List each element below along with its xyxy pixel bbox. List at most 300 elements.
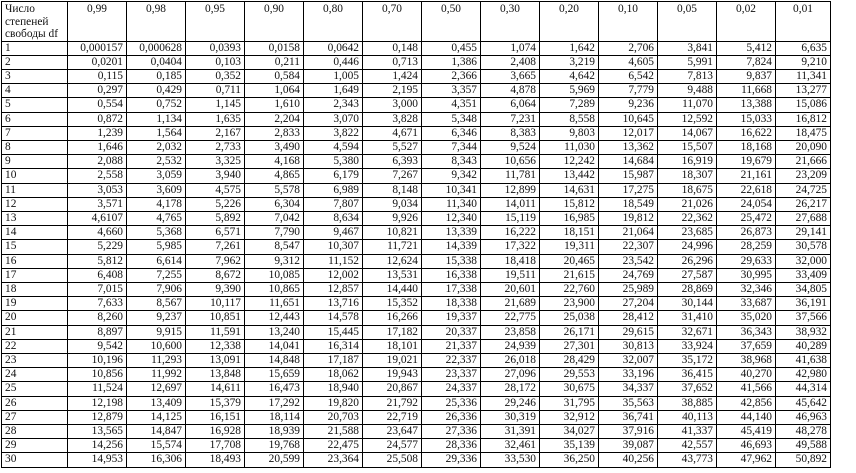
value-cell: 1,646: [68, 140, 127, 154]
value-cell: 0,872: [68, 112, 127, 126]
value-cell: 37,916: [599, 424, 658, 438]
value-cell: 2,343: [304, 98, 363, 112]
value-cell: 37,652: [658, 382, 717, 396]
value-cell: 41,337: [658, 424, 717, 438]
value-cell: 3,822: [304, 126, 363, 140]
value-cell: 11,524: [68, 382, 127, 396]
value-cell: 29,633: [717, 254, 776, 268]
value-cell: 15,338: [422, 254, 481, 268]
value-cell: 12,857: [304, 282, 363, 296]
value-cell: 12,017: [599, 126, 658, 140]
value-cell: 23,337: [422, 368, 481, 382]
value-cell: 4,178: [127, 197, 186, 211]
df-cell: 29: [2, 439, 68, 453]
value-cell: 14,440: [363, 282, 422, 296]
value-cell: 42,980: [776, 368, 831, 382]
value-cell: 6,179: [304, 169, 363, 183]
table-row: [2, 41, 831, 55]
value-cell: 0,0642: [304, 41, 363, 55]
value-cell: 34,805: [776, 282, 831, 296]
value-cell: 13,388: [717, 98, 776, 112]
df-cell: 27: [2, 410, 68, 424]
value-cell: 16,306: [127, 453, 186, 467]
value-cell: 25,508: [363, 453, 422, 467]
value-cell: 30,813: [599, 339, 658, 353]
df-cell: 26: [2, 396, 68, 410]
df-cell: 15: [2, 240, 68, 254]
value-cell: 6,635: [776, 41, 831, 55]
value-cell: 1,064: [245, 84, 304, 98]
value-cell: 34,027: [540, 424, 599, 438]
value-cell: 31,410: [658, 311, 717, 325]
value-cell: 22,337: [422, 353, 481, 367]
df-cell: 8: [2, 140, 68, 154]
value-cell: 17,275: [599, 183, 658, 197]
table-row: [2, 325, 831, 339]
value-cell: 25,038: [540, 311, 599, 325]
value-cell: 1,239: [68, 126, 127, 140]
value-cell: 14,684: [599, 155, 658, 169]
df-cell: 11: [2, 183, 68, 197]
value-cell: 16,985: [540, 211, 599, 225]
value-cell: 9,210: [776, 55, 831, 69]
value-cell: 49,588: [776, 439, 831, 453]
value-cell: 4,168: [245, 155, 304, 169]
value-cell: 21,161: [717, 169, 776, 183]
value-cell: 0,297: [68, 84, 127, 98]
value-cell: 7,633: [68, 297, 127, 311]
df-cell: 21: [2, 325, 68, 339]
value-cell: 25,472: [717, 211, 776, 225]
value-cell: 21,792: [363, 396, 422, 410]
value-cell: 5,380: [304, 155, 363, 169]
value-cell: 1,005: [304, 69, 363, 83]
value-cell: 40,113: [658, 410, 717, 424]
value-cell: 32,461: [481, 439, 540, 453]
alpha-column-header: 0,02: [717, 2, 776, 42]
df-cell: 19: [2, 297, 68, 311]
value-cell: 15,574: [127, 439, 186, 453]
value-cell: 26,873: [717, 226, 776, 240]
df-cell: 5: [2, 98, 68, 112]
value-cell: 10,117: [186, 297, 245, 311]
value-cell: 9,312: [245, 254, 304, 268]
value-cell: 8,148: [363, 183, 422, 197]
value-cell: 0,455: [422, 41, 481, 55]
value-cell: 7,779: [599, 84, 658, 98]
value-cell: 12,697: [127, 382, 186, 396]
value-cell: 26,217: [776, 197, 831, 211]
value-cell: 13,848: [186, 368, 245, 382]
alpha-column-header: 0,20: [540, 2, 599, 42]
value-cell: 26,171: [540, 325, 599, 339]
value-cell: 5,348: [422, 112, 481, 126]
value-cell: 0,446: [304, 55, 363, 69]
table-row: [2, 240, 831, 254]
value-cell: 7,962: [186, 254, 245, 268]
value-cell: 4,660: [68, 226, 127, 240]
value-cell: 32,000: [776, 254, 831, 268]
value-cell: 38,968: [717, 353, 776, 367]
alpha-column-header: 0,99: [68, 2, 127, 42]
value-cell: 32,007: [599, 353, 658, 367]
value-cell: 22,618: [717, 183, 776, 197]
table-body: [2, 41, 831, 467]
value-cell: 10,856: [68, 368, 127, 382]
value-cell: 22,775: [481, 311, 540, 325]
value-cell: 20,867: [363, 382, 422, 396]
value-cell: 15,987: [599, 169, 658, 183]
value-cell: 13,565: [68, 424, 127, 438]
value-cell: 18,338: [422, 297, 481, 311]
value-cell: 33,530: [481, 453, 540, 467]
value-cell: 20,703: [304, 410, 363, 424]
value-cell: 2,032: [127, 140, 186, 154]
value-cell: 36,250: [540, 453, 599, 467]
value-cell: 12,624: [363, 254, 422, 268]
value-cell: 21,337: [422, 339, 481, 353]
value-cell: 27,336: [422, 424, 481, 438]
value-cell: 16,222: [481, 226, 540, 240]
value-cell: 39,087: [599, 439, 658, 453]
value-cell: 9,803: [540, 126, 599, 140]
value-cell: 0,0158: [245, 41, 304, 55]
value-cell: 5,412: [717, 41, 776, 55]
value-cell: 14,578: [304, 311, 363, 325]
table-row: [2, 268, 831, 282]
value-cell: 33,924: [658, 339, 717, 353]
value-cell: 41,566: [717, 382, 776, 396]
alpha-column-header: 0,05: [658, 2, 717, 42]
value-cell: 13,277: [776, 84, 831, 98]
value-cell: 4,642: [540, 69, 599, 83]
table-row: [2, 382, 831, 396]
value-cell: 36,343: [717, 325, 776, 339]
table-row: [2, 297, 831, 311]
table-row: [2, 424, 831, 438]
value-cell: 6,408: [68, 268, 127, 282]
value-cell: 9,926: [363, 211, 422, 225]
value-cell: 6,614: [127, 254, 186, 268]
value-cell: 3,325: [186, 155, 245, 169]
value-cell: 33,409: [776, 268, 831, 282]
value-cell: 44,314: [776, 382, 831, 396]
value-cell: 14,256: [68, 439, 127, 453]
value-cell: 9,390: [186, 282, 245, 296]
value-cell: 7,289: [540, 98, 599, 112]
value-cell: 0,0404: [127, 55, 186, 69]
value-cell: 6,989: [304, 183, 363, 197]
value-cell: 30,144: [658, 297, 717, 311]
value-cell: 13,716: [304, 297, 363, 311]
value-cell: 24,337: [422, 382, 481, 396]
value-cell: 35,020: [717, 311, 776, 325]
value-cell: 44,140: [717, 410, 776, 424]
value-cell: 21,588: [304, 424, 363, 438]
value-cell: 42,856: [717, 396, 776, 410]
value-cell: 36,415: [658, 368, 717, 382]
table-row: [2, 282, 831, 296]
table-row: [2, 183, 831, 197]
value-cell: 27,688: [776, 211, 831, 225]
value-cell: 32,671: [658, 325, 717, 339]
value-cell: 27,204: [599, 297, 658, 311]
value-cell: 47,962: [717, 453, 776, 467]
df-cell: 10: [2, 169, 68, 183]
value-cell: 2,366: [422, 69, 481, 83]
value-cell: 35,172: [658, 353, 717, 367]
value-cell: 29,553: [540, 368, 599, 382]
value-cell: 19,021: [363, 353, 422, 367]
value-cell: 27,096: [481, 368, 540, 382]
table-row: [2, 226, 831, 240]
value-cell: 11,070: [658, 98, 717, 112]
value-cell: 30,578: [776, 240, 831, 254]
df-cell: 20: [2, 311, 68, 325]
value-cell: 2,204: [245, 112, 304, 126]
value-cell: 0,584: [245, 69, 304, 83]
value-cell: 1,074: [481, 41, 540, 55]
table-row: [2, 311, 831, 325]
value-cell: 13,339: [422, 226, 481, 240]
value-cell: 11,030: [540, 140, 599, 154]
value-cell: 22,760: [540, 282, 599, 296]
value-cell: 5,812: [68, 254, 127, 268]
alpha-column-header: 0,98: [127, 2, 186, 42]
value-cell: 15,352: [363, 297, 422, 311]
value-cell: 4,671: [363, 126, 422, 140]
value-cell: 10,600: [127, 339, 186, 353]
value-cell: 37,566: [776, 311, 831, 325]
value-cell: 8,547: [245, 240, 304, 254]
df-cell: 17: [2, 268, 68, 282]
value-cell: 0,752: [127, 98, 186, 112]
value-cell: 14,011: [481, 197, 540, 211]
value-cell: 23,209: [776, 169, 831, 183]
value-cell: 14,953: [68, 453, 127, 467]
value-cell: 20,465: [540, 254, 599, 268]
value-cell: 0,185: [127, 69, 186, 83]
value-cell: 38,932: [776, 325, 831, 339]
value-cell: 18,101: [363, 339, 422, 353]
table-row: [2, 453, 831, 467]
value-cell: 34,337: [599, 382, 658, 396]
df-cell: 7: [2, 126, 68, 140]
value-cell: 15,659: [245, 368, 304, 382]
df-cell: 24: [2, 368, 68, 382]
df-cell: 6: [2, 112, 68, 126]
value-cell: 7,824: [717, 55, 776, 69]
value-cell: 18,475: [776, 126, 831, 140]
value-cell: 16,812: [776, 112, 831, 126]
value-cell: 0,352: [186, 69, 245, 83]
value-cell: 2,408: [481, 55, 540, 69]
value-cell: 17,338: [422, 282, 481, 296]
value-cell: 7,790: [245, 226, 304, 240]
alpha-column-header: 0,50: [422, 2, 481, 42]
value-cell: 3,828: [363, 112, 422, 126]
value-cell: 5,368: [127, 226, 186, 240]
value-cell: 33,687: [717, 297, 776, 311]
value-cell: 11,293: [127, 353, 186, 367]
value-cell: 0,711: [186, 84, 245, 98]
value-cell: 19,943: [363, 368, 422, 382]
table-row: [2, 353, 831, 367]
value-cell: 18,307: [658, 169, 717, 183]
value-cell: 12,002: [304, 268, 363, 282]
value-cell: 50,892: [776, 453, 831, 467]
value-cell: 12,338: [186, 339, 245, 353]
value-cell: 6,393: [363, 155, 422, 169]
value-cell: 16,266: [363, 311, 422, 325]
value-cell: 8,672: [186, 268, 245, 282]
table-row: [2, 140, 831, 154]
value-cell: 10,645: [599, 112, 658, 126]
value-cell: 28,869: [658, 282, 717, 296]
value-cell: 35,563: [599, 396, 658, 410]
value-cell: 16,338: [422, 268, 481, 282]
value-cell: 9,915: [127, 325, 186, 339]
value-cell: 9,034: [363, 197, 422, 211]
value-cell: 4,865: [245, 169, 304, 183]
value-cell: 18,940: [304, 382, 363, 396]
value-cell: 5,578: [245, 183, 304, 197]
value-cell: 6,571: [186, 226, 245, 240]
value-cell: 23,364: [304, 453, 363, 467]
table-row: [2, 197, 831, 211]
value-cell: 32,346: [717, 282, 776, 296]
value-cell: 1,145: [186, 98, 245, 112]
value-cell: 19,820: [304, 396, 363, 410]
table-header: [2, 2, 831, 42]
value-cell: 13,240: [245, 325, 304, 339]
value-cell: 20,601: [481, 282, 540, 296]
value-cell: 23,685: [658, 226, 717, 240]
value-cell: 24,577: [363, 439, 422, 453]
value-cell: 7,042: [245, 211, 304, 225]
value-cell: 10,307: [304, 240, 363, 254]
df-cell: 25: [2, 382, 68, 396]
df-cell: 1: [2, 41, 68, 55]
value-cell: 8,260: [68, 311, 127, 325]
value-cell: 27,301: [540, 339, 599, 353]
value-cell: 36,741: [599, 410, 658, 424]
value-cell: 1,649: [304, 84, 363, 98]
value-cell: 30,675: [540, 382, 599, 396]
table-row: [2, 396, 831, 410]
value-cell: 19,311: [540, 240, 599, 254]
table-row: [2, 155, 831, 169]
value-cell: 20,337: [422, 325, 481, 339]
value-cell: 3,053: [68, 183, 127, 197]
df-cell: 2: [2, 55, 68, 69]
value-cell: 17,292: [245, 396, 304, 410]
value-cell: 9,342: [422, 169, 481, 183]
value-cell: 12,879: [68, 410, 127, 424]
value-cell: 24,725: [776, 183, 831, 197]
table-row: [2, 410, 831, 424]
value-cell: 29,246: [481, 396, 540, 410]
value-cell: 15,033: [717, 112, 776, 126]
value-cell: 0,115: [68, 69, 127, 83]
value-cell: 13,442: [540, 169, 599, 183]
value-cell: 1,386: [422, 55, 481, 69]
value-cell: 0,211: [245, 55, 304, 69]
value-cell: 17,322: [481, 240, 540, 254]
header-row: [2, 2, 831, 42]
value-cell: 8,567: [127, 297, 186, 311]
value-cell: 4,594: [304, 140, 363, 154]
value-cell: 7,231: [481, 112, 540, 126]
value-cell: 10,341: [422, 183, 481, 197]
value-cell: 21,666: [776, 155, 831, 169]
value-cell: 7,261: [186, 240, 245, 254]
value-cell: 31,391: [481, 424, 540, 438]
value-cell: 22,719: [363, 410, 422, 424]
value-cell: 11,721: [363, 240, 422, 254]
value-cell: 21,064: [599, 226, 658, 240]
value-cell: 28,429: [540, 353, 599, 367]
value-cell: 11,152: [304, 254, 363, 268]
value-cell: 7,015: [68, 282, 127, 296]
table-row: [2, 84, 831, 98]
value-cell: 14,067: [658, 126, 717, 140]
df-column-header: Число степеней свободы df: [2, 2, 68, 42]
value-cell: 22,307: [599, 240, 658, 254]
value-cell: 40,256: [599, 453, 658, 467]
value-cell: 48,278: [776, 424, 831, 438]
value-cell: 13,409: [127, 396, 186, 410]
df-cell: 12: [2, 197, 68, 211]
value-cell: 8,897: [68, 325, 127, 339]
value-cell: 16,473: [245, 382, 304, 396]
value-cell: 14,611: [186, 382, 245, 396]
value-cell: 0,0393: [186, 41, 245, 55]
value-cell: 22,362: [658, 211, 717, 225]
value-cell: 8,383: [481, 126, 540, 140]
value-cell: 7,344: [422, 140, 481, 154]
df-cell: 30: [2, 453, 68, 467]
value-cell: 15,445: [304, 325, 363, 339]
value-cell: 21,615: [540, 268, 599, 282]
value-cell: 36,191: [776, 297, 831, 311]
df-cell: 28: [2, 424, 68, 438]
value-cell: 9,837: [717, 69, 776, 83]
value-cell: 5,991: [658, 55, 717, 69]
value-cell: 19,337: [422, 311, 481, 325]
df-cell: 13: [2, 211, 68, 225]
value-cell: 5,226: [186, 197, 245, 211]
value-cell: 40,289: [776, 339, 831, 353]
value-cell: 12,198: [68, 396, 127, 410]
alpha-column-header: 0,95: [186, 2, 245, 42]
value-cell: 3,000: [363, 98, 422, 112]
value-cell: 5,969: [540, 84, 599, 98]
value-cell: 12,592: [658, 112, 717, 126]
value-cell: 4,765: [127, 211, 186, 225]
value-cell: 4,575: [186, 183, 245, 197]
value-cell: 46,693: [717, 439, 776, 453]
value-cell: 19,768: [245, 439, 304, 453]
table-row: [2, 339, 831, 353]
value-cell: 14,848: [245, 353, 304, 367]
value-cell: 38,885: [658, 396, 717, 410]
value-cell: 24,996: [658, 240, 717, 254]
value-cell: 11,340: [422, 197, 481, 211]
table-row: [2, 211, 831, 225]
value-cell: 20,090: [776, 140, 831, 154]
value-cell: 7,906: [127, 282, 186, 296]
